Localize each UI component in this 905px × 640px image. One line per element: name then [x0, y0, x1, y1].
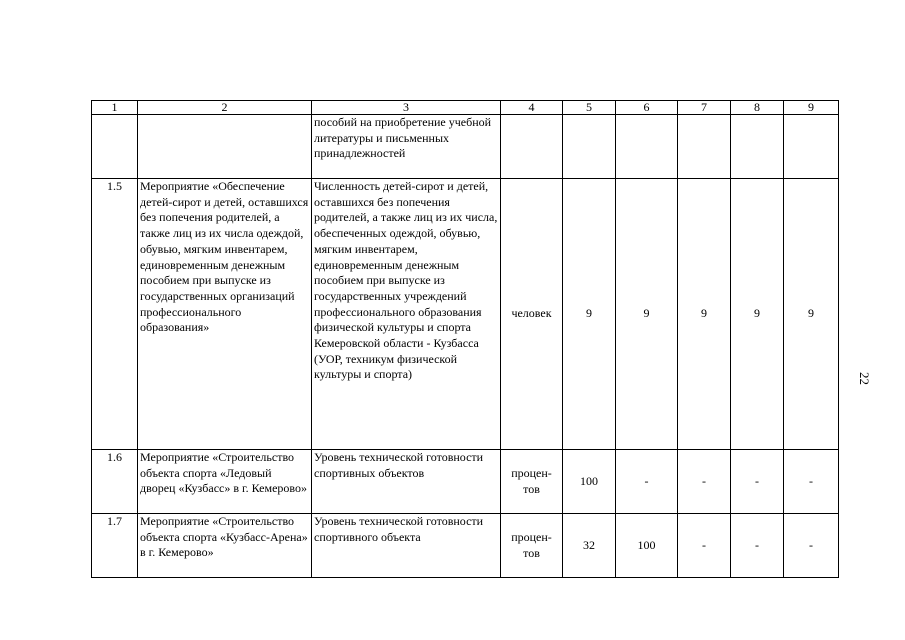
value-cell	[731, 115, 784, 179]
event-name: Мероприятие «Строительство объекта спорта «Кузбасс-Арена» в г. Кемерово»	[138, 514, 312, 578]
table-row	[92, 450, 839, 514]
value-cell: -	[731, 450, 784, 514]
row-number	[92, 115, 138, 179]
indicator-name: Уровень технической готовности спортивного объекта	[312, 514, 501, 578]
value-cell	[784, 115, 839, 179]
table-row	[92, 115, 839, 179]
unit: человек	[501, 179, 563, 450]
row-number: 1.6	[92, 450, 138, 514]
value-cell: 100	[563, 450, 616, 514]
column-header: 6	[616, 101, 678, 115]
indicator-name: пособий на приобретение учебной литературы и письменных принадлежностей	[312, 115, 501, 179]
value-cell	[678, 115, 731, 179]
row-number: 1.5	[92, 179, 138, 450]
value-cell: -	[678, 514, 731, 578]
value-cell: 9	[678, 179, 731, 450]
column-header: 9	[784, 101, 839, 115]
unit	[501, 115, 563, 179]
event-name: Мероприятие «Обеспечение детей-сирот и детей, оставшихся без попечения родителей, а также лиц из их числа одеждой, обувью, мягким инвентарем, единовременным денежным пособием при выпуске из государственных организаций профессионального образования»	[138, 179, 312, 450]
value-cell: 9	[616, 179, 678, 450]
table-row	[92, 179, 839, 450]
value-cell: 9	[784, 179, 839, 450]
value-cell: -	[616, 450, 678, 514]
value-cell: 9	[563, 179, 616, 450]
event-name: Мероприятие «Строительство объекта спорта «Ледовый дворец «Кузбасс» в г. Кемерово»	[138, 450, 312, 514]
column-header: 4	[501, 101, 563, 115]
value-cell: 32	[563, 514, 616, 578]
column-header: 7	[678, 101, 731, 115]
value-cell	[616, 115, 678, 179]
table-row	[92, 514, 839, 578]
value-cell: -	[731, 514, 784, 578]
column-header: 2	[138, 101, 312, 115]
unit: процен-тов	[501, 450, 563, 514]
indicator-name: Численность детей-сирот и детей, оставшихся без попечения родителей, а также лиц из их числа, обеспеченных одеждой, обувью, мягким инвентарем, единовременным денежным пособием при выпуске из государственных учреждений профессионального образования физической культуры и спорта Кемеровской области - Кузбасса (УОР, техникум физической культуры и спорта)	[312, 179, 501, 450]
header-row	[92, 101, 839, 115]
column-header: 1	[92, 101, 138, 115]
value-cell: 100	[616, 514, 678, 578]
column-header: 8	[731, 101, 784, 115]
column-header: 3	[312, 101, 501, 115]
page-number: 22	[857, 372, 872, 385]
value-cell: -	[784, 514, 839, 578]
indicators-table	[91, 100, 839, 578]
event-name	[138, 115, 312, 179]
value-cell	[563, 115, 616, 179]
value-cell: -	[678, 450, 731, 514]
column-header: 5	[563, 101, 616, 115]
value-cell: 9	[731, 179, 784, 450]
unit: процен-тов	[501, 514, 563, 578]
row-number: 1.7	[92, 514, 138, 578]
indicator-name: Уровень технической готовности спортивных объектов	[312, 450, 501, 514]
value-cell: -	[784, 450, 839, 514]
